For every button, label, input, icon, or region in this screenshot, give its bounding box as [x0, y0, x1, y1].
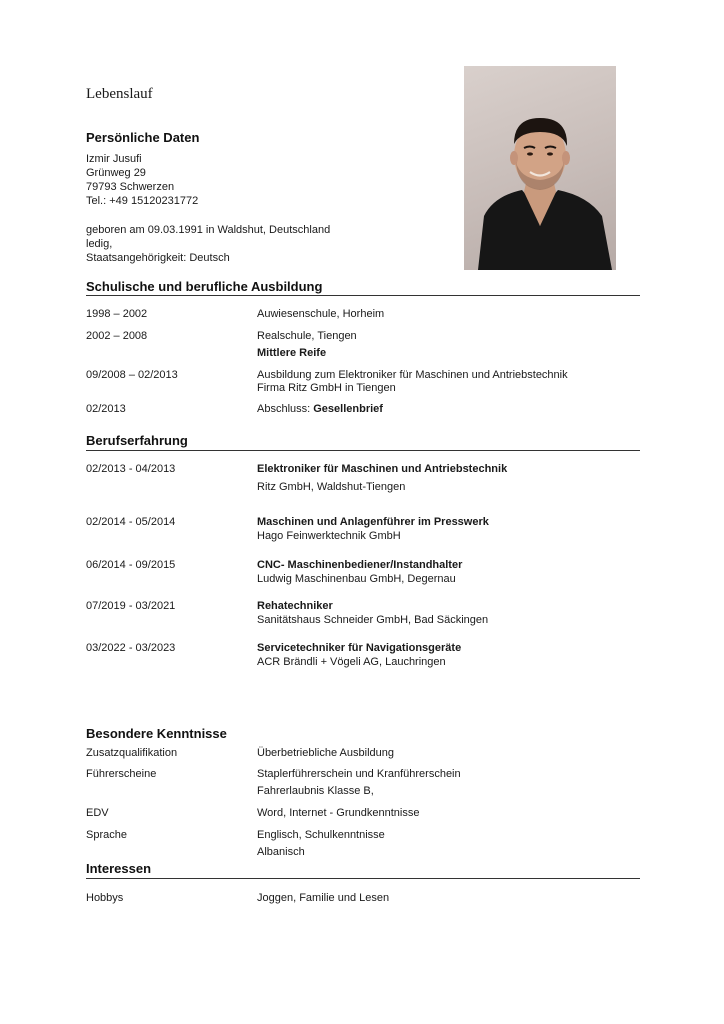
section-heading-education: Schulische und berufliche Ausbildung	[86, 279, 323, 294]
experience-period: 03/2022 - 03/2023	[86, 642, 176, 654]
experience-company: Sanitätshaus Schneider GmbH, Bad Säckingen	[257, 614, 489, 626]
education-degree: Gesellenbrief	[313, 403, 383, 415]
education-detail: Auwiesenschule, Horheim	[257, 308, 385, 320]
experience-title: Elektroniker für Maschinen und Antriebstechnik	[257, 463, 508, 475]
section-heading-interests: Interessen	[86, 861, 152, 876]
education-period: 09/2008 – 02/2013	[86, 369, 178, 381]
personal-birth: geboren am 09.03.1991 in Waldshut, Deutschland	[86, 224, 331, 236]
section-divider	[86, 295, 640, 296]
personal-city: 79793 Schwerzen	[86, 181, 175, 193]
education-period: 02/2013	[86, 403, 126, 415]
education-period: 2002 – 2008	[86, 330, 148, 342]
interests-detail: Joggen, Familie und Lesen	[257, 892, 390, 904]
section-heading-experience: Berufserfahrung	[86, 433, 188, 448]
personal-name: Izmir Jusufi	[86, 153, 142, 165]
personal-street: Grünweg 29	[86, 167, 146, 179]
education-detail: Firma Ritz GmbH in Tiengen	[257, 382, 396, 394]
skills-detail: Word, Internet - Grundkenntnisse	[257, 807, 420, 819]
experience-period: 06/2014 - 09/2015	[86, 559, 176, 571]
personal-status: ledig,	[86, 238, 113, 250]
personal-nationality: Staatsangehörigkeit: Deutsch	[86, 252, 230, 264]
experience-period: 02/2013 - 04/2013	[86, 463, 176, 475]
experience-company: Hago Feinwerktechnik GmbH	[257, 530, 401, 542]
skills-detail: Staplerführerschein und Kranführerschein	[257, 768, 461, 780]
education-period: 1998 – 2002	[86, 308, 148, 320]
skills-label: EDV	[86, 807, 109, 819]
experience-title: Servicetechniker für Navigationsgeräte	[257, 642, 462, 654]
portrait-photo	[464, 66, 616, 270]
skills-label: Sprache	[86, 829, 127, 841]
skills-label: Führerscheine	[86, 768, 157, 780]
section-heading-skills: Besondere Kenntnisse	[86, 726, 227, 741]
experience-company: Ritz GmbH, Waldshut-Tiengen	[257, 481, 406, 493]
experience-title: CNC- Maschinenbediener/Instandhalter	[257, 559, 463, 571]
section-divider	[86, 450, 640, 451]
education-detail: Ausbildung zum Elektroniker für Maschinen und Antriebstechnik	[257, 369, 568, 381]
education-detail	[257, 402, 383, 416]
skills-detail: Fahrerlaubnis Klasse B,	[257, 785, 374, 797]
page-title: Lebenslauf	[86, 86, 153, 102]
skills-detail: Überbetriebliche Ausbildung	[257, 747, 394, 759]
section-heading-personal: Persönliche Daten	[86, 130, 200, 145]
experience-company: Ludwig Maschinenbau GmbH, Degernau	[257, 573, 456, 585]
education-detail-prefix: Abschluss:	[257, 403, 314, 415]
skills-label: Zusatzqualifikation	[86, 747, 178, 759]
experience-company: ACR Brändli + Vögeli AG, Lauchringen	[257, 656, 446, 668]
experience-period: 07/2019 - 03/2021	[86, 600, 176, 612]
experience-title: Rehatechniker	[257, 600, 333, 612]
section-divider	[86, 878, 640, 879]
education-degree: Mittlere Reife	[257, 347, 327, 359]
interests-label: Hobbys	[86, 892, 124, 904]
experience-title: Maschinen und Anlagenführer im Presswerk	[257, 516, 489, 528]
skills-detail: Englisch, Schulkenntnisse	[257, 829, 385, 841]
skills-detail: Albanisch	[257, 846, 305, 858]
education-detail: Realschule, Tiengen	[257, 330, 357, 342]
experience-period: 02/2014 - 05/2014	[86, 516, 176, 528]
person-silhouette-icon	[464, 66, 616, 270]
personal-phone: Tel.: +49 15120231772	[86, 195, 199, 207]
